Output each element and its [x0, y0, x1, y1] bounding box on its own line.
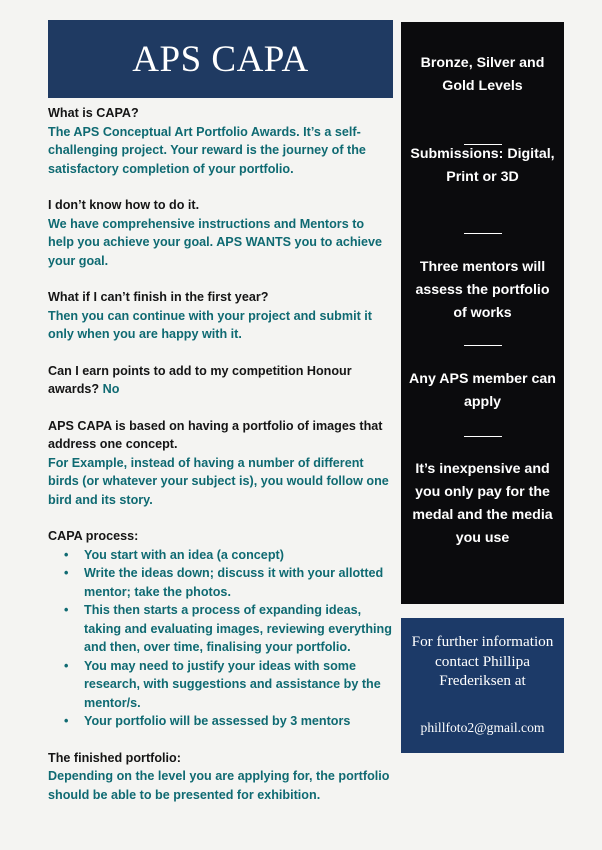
process-list	[48, 546, 393, 731]
sidebar-divider	[464, 345, 502, 346]
finished-answer: Depending on the level you are applying for, the portfolio should be able to be presented for exhibition.	[48, 769, 390, 802]
how-question: I don’t know how to do it.	[48, 198, 200, 212]
sidebar-divider	[464, 436, 502, 437]
bullet-icon: •	[64, 603, 69, 617]
list-item: • You may need to justify your ideas with some research, with suggestions and assistance by the mentor/s.	[64, 658, 381, 710]
finish-question: What if I can’t finish in the first year?	[48, 290, 269, 304]
sidebar-item-cost: It’s inexpensive and you only pay for the medal and the media you use	[412, 461, 553, 546]
title-banner	[48, 20, 393, 98]
points-question: Can I earn points to add to my competition Honour awards?	[48, 363, 352, 396]
list-item: • Your portfolio will be assessed by 3 mentors	[84, 712, 393, 731]
highlights-sidebar	[401, 22, 564, 604]
sidebar-item-levels: Bronze, Silver and Gold Levels	[420, 55, 545, 94]
list-item: • This then starts a process of expanding ideas, taking and evaluating images, reviewing everything and then, over time, finalising your portfolio.	[64, 603, 392, 654]
main-content	[48, 104, 393, 804]
contact-email[interactable]: phillfoto2@gmail.com	[420, 720, 545, 735]
list-item: • You start with an idea (a concept)	[84, 546, 393, 565]
bullet-icon: •	[64, 714, 69, 728]
list-item: • Write the ideas down; discuss it with your allotted mentor; take the photos.	[64, 566, 384, 599]
what-answer: The APS Conceptual Art Portfolio Awards. It’s a self-challenging project. Your reward is the journey of the satisfactory completion of your portfolio.	[48, 124, 366, 176]
bullet-icon: •	[64, 658, 69, 673]
points-paragraph	[48, 362, 393, 399]
based-example: For Example, instead of having a number of different birds (or whatever your subject is), you would follow one bird and its story.	[48, 455, 389, 507]
contact-text: For further information contact Phillipa Frederiksen at	[411, 633, 554, 689]
bullet-icon: •	[64, 547, 69, 562]
sidebar-item-members: Any APS member can apply	[409, 371, 556, 410]
what-question: What is CAPA?	[48, 106, 139, 120]
bullet-icon: •	[64, 566, 69, 580]
how-answer: We have comprehensive instructions and Mentors to help you achieve your goal. APS WANTS you to achieve your goal.	[48, 216, 383, 268]
finished-heading: The finished portfolio:	[48, 750, 181, 765]
based-statement: APS CAPA is based on having a portfolio of images that address one concept.	[48, 418, 383, 451]
sidebar-divider	[464, 233, 502, 234]
points-answer: No	[102, 382, 120, 396]
contact-box	[401, 618, 564, 753]
sidebar-item-mentors: Three mentors will assess the portfolio of works	[415, 259, 550, 321]
sidebar-item-submissions: Submissions: Digital, Print or 3D	[410, 146, 555, 185]
finish-answer: Then you can continue with your project and submit it only when you are happy with it.	[48, 308, 372, 341]
process-heading: CAPA process:	[48, 529, 139, 543]
page-title: APS CAPA	[132, 38, 309, 80]
